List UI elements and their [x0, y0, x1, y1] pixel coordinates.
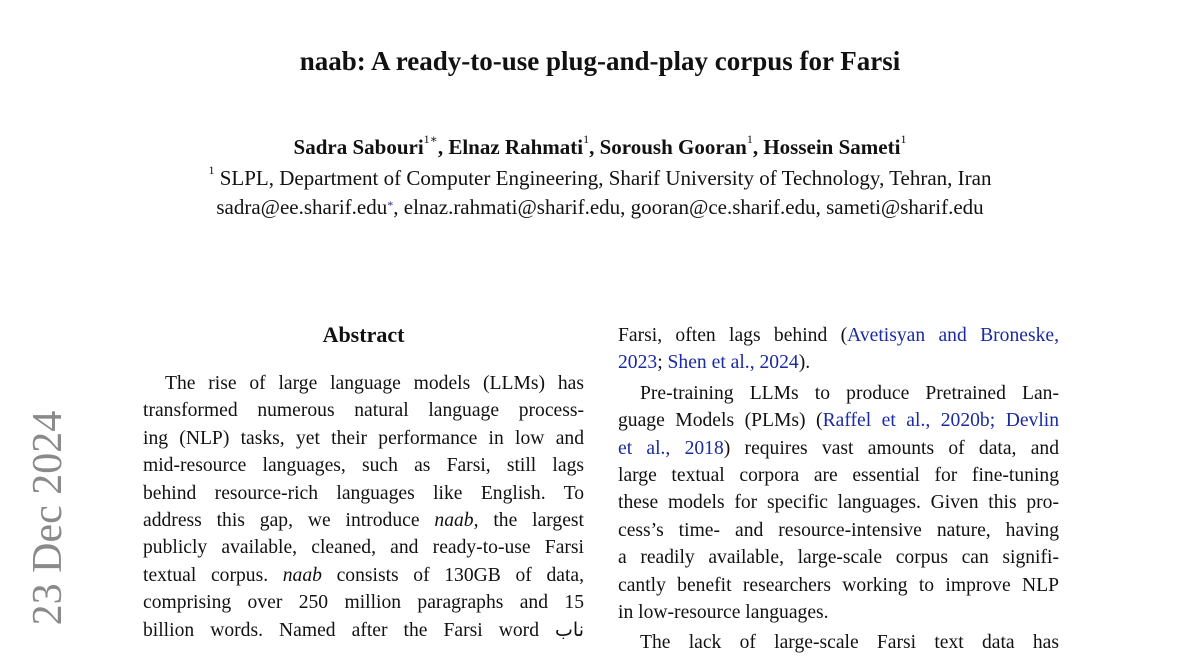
- author-separator: ,: [437, 135, 449, 159]
- text-span: Pre-training LLMs to produce Pretrained Lan-: [640, 382, 1059, 404]
- watermark-text: 23 Dec 2024: [25, 410, 71, 626]
- author-separator: ,: [752, 135, 764, 159]
- text-line: [143, 562, 584, 589]
- text-line: [618, 629, 1059, 656]
- text-span: ;: [657, 352, 668, 374]
- text-line: [618, 517, 1059, 544]
- citation-link[interactable]: Devlin: [1005, 410, 1060, 432]
- text-span: The lack of large-scale Farsi text data has: [640, 632, 1059, 654]
- email-text: , elnaz.rahmati@sharif.edu, gooran@ce.sharif.edu, sameti@sharif.edu: [393, 195, 984, 219]
- text-span: , the largest: [473, 509, 584, 531]
- text-line: [143, 617, 584, 644]
- author-list: [0, 132, 1200, 160]
- text-line: [618, 322, 1059, 349]
- citation-link[interactable]: et al., 2018: [618, 437, 724, 459]
- footnote-link[interactable]: *: [387, 198, 394, 212]
- text-line: [143, 452, 584, 479]
- author-name: Sadra Sabouri: [293, 135, 424, 159]
- author-name: Soroush Gooran: [599, 135, 747, 159]
- text-span: billion words. Named after the Farsi word: [143, 619, 556, 641]
- citation-link[interactable]: 2023: [618, 352, 658, 374]
- text-line: [618, 462, 1059, 489]
- text-span: textual corpus.: [143, 564, 283, 586]
- author-affiliation-mark: 1∗: [423, 132, 438, 146]
- citation-link[interactable]: Shen et al., 2024: [667, 352, 799, 374]
- text-line: [618, 572, 1059, 599]
- author-separator: ,: [589, 135, 600, 159]
- author-affiliation-mark: 1: [746, 132, 753, 146]
- text-span: ing (NLP) tasks, yet their performance in low and: [143, 427, 584, 449]
- text-line: [143, 425, 584, 452]
- text-span: cess’s time- and resource-intensive nature, having: [618, 519, 1059, 541]
- email-list: [0, 195, 1200, 220]
- text-line: [143, 589, 584, 616]
- citation-separator: ;: [989, 410, 1006, 432]
- text-span: cantly benefit researchers working to improve NLP: [618, 574, 1059, 596]
- text-span: in low-resource languages.: [618, 601, 829, 623]
- text-line: [618, 435, 1059, 462]
- text-span: The rise of large language models (LLMs) has: [165, 373, 584, 394]
- text-span: address this gap, we introduce: [143, 509, 435, 531]
- paper-title: naab: A ready-to-use plug-and-play corpus for Farsi: [299, 46, 901, 76]
- text-span: a readily available, large-scale corpus can signifi-: [618, 547, 1059, 569]
- introduction-body: [618, 322, 1059, 657]
- text-span: ) requires vast amounts of data, and: [723, 437, 1059, 459]
- text-line: [618, 489, 1059, 516]
- author-name: Elnaz Rahmati: [448, 135, 584, 159]
- farsi-word: ناب: [555, 618, 584, 641]
- text-span: comprising over 250 million paragraphs and 15: [143, 592, 584, 614]
- author-name: Hossein Sameti: [763, 135, 901, 159]
- text-line: [143, 480, 584, 507]
- text-span: these models for specific languages. Given this pro-: [618, 492, 1059, 514]
- text-line: [143, 507, 584, 534]
- text-line: [618, 544, 1059, 571]
- citation-link[interactable]: Avetisyan and Broneske,: [847, 325, 1059, 346]
- affiliation: [0, 163, 1200, 191]
- corpus-name: naab: [282, 564, 322, 586]
- text-span: Farsi, often lags behind (: [618, 325, 848, 346]
- author-affiliation-mark: 1: [900, 132, 907, 146]
- author-affiliation-mark: 1: [583, 132, 590, 146]
- text-span: consists of 130GB of data,: [321, 564, 584, 586]
- affiliation-mark: 1: [208, 163, 215, 177]
- text-line: [143, 370, 584, 397]
- abstract-heading: Abstract: [322, 322, 405, 347]
- affiliation-text: SLPL, Department of Computer Engineering, Sharif University of Technology, Tehran, Iran: [219, 166, 992, 190]
- text-line: [143, 534, 584, 561]
- abstract-body: [143, 370, 584, 644]
- text-line: [618, 349, 1059, 376]
- text-line: [618, 380, 1059, 407]
- text-span: transformed numerous natural language process-: [143, 400, 584, 422]
- text-line: [143, 397, 584, 424]
- text-line: [618, 599, 1059, 626]
- text-span: large textual corpora are essential for fine-tuning: [618, 464, 1059, 486]
- text-span: publicly available, cleaned, and ready-to-use Farsi: [143, 537, 584, 559]
- text-span: behind resource-rich languages like English. To: [143, 482, 584, 504]
- arxiv-date-watermark: [24, 410, 72, 626]
- corpus-name: naab: [434, 509, 474, 531]
- citation-link[interactable]: Raffel et al., 2020b: [822, 410, 990, 432]
- text-line: [618, 407, 1059, 434]
- email-link[interactable]: sadra@ee.sharif.edu: [216, 195, 388, 219]
- text-span: guage Models (PLMs) (: [618, 410, 823, 432]
- text-span: mid-resource languages, such as Farsi, still lags: [143, 455, 584, 477]
- text-span: ).: [798, 352, 811, 374]
